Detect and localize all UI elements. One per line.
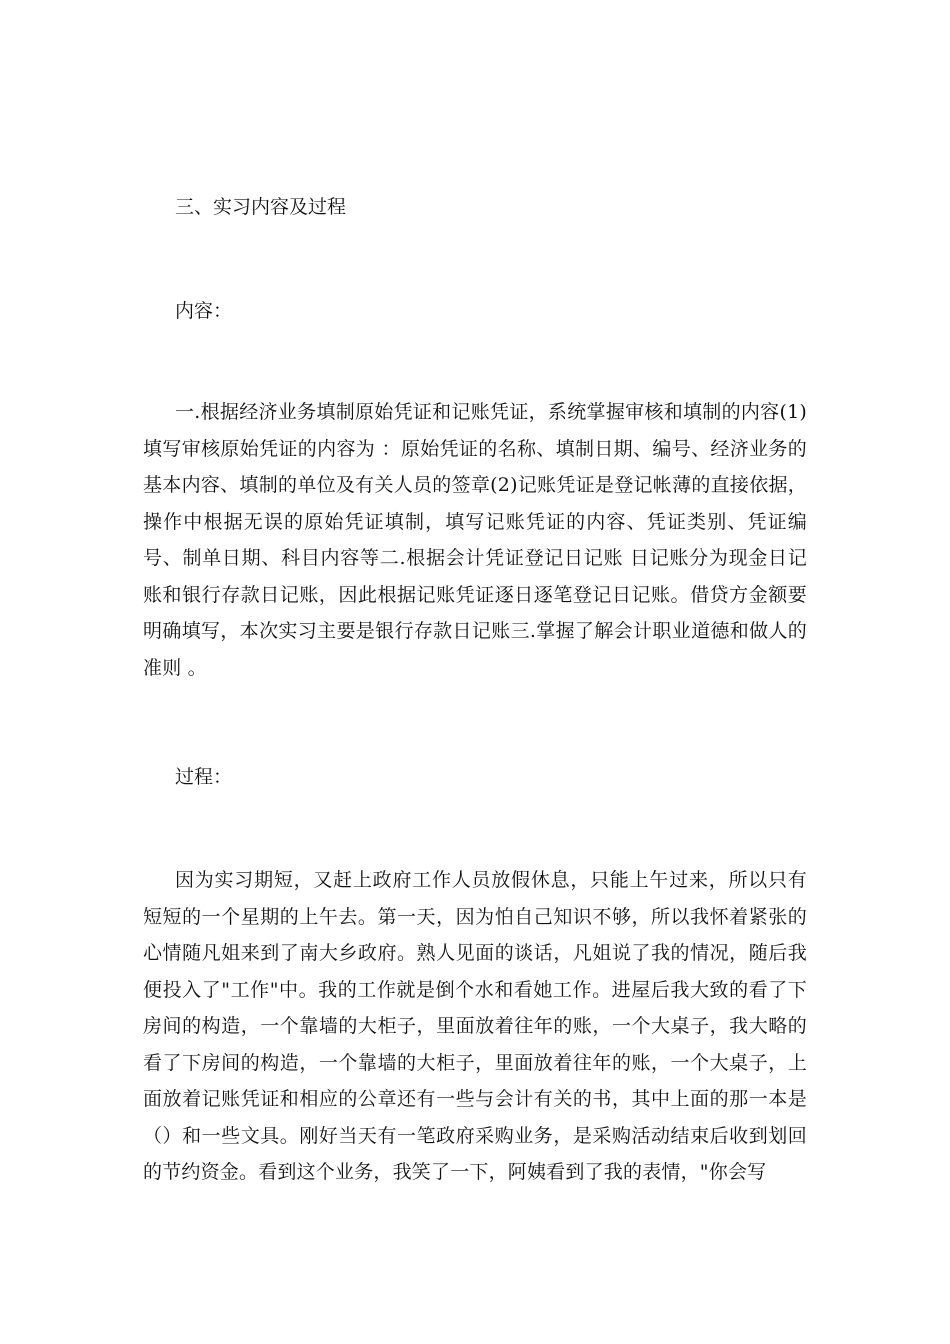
process-paragraph: 因为实习期短，又赶上政府工作人员放假休息，只能上午过来，所以只有短短的一个星期的上午去。第一天，因为怕自己知识不够，所以我怀着紧张的心情随凡姐来到了南大乡政府。熟人见面的谈话，凡姐说了我的情况，随后我便投入了"工作"中。我的工作就是倒个水和看她工作。进屋后我大致的看了下房间的构造，一个靠墙的大柜子，里面放着往年的账，一个大桌子，我大略的看了下房间的构造，一个靠墙的大柜子，里面放着往年的账，一个大桌子，上面放着记账凭证和相应的公章还有一些与会计有关的书，其中上面的那一本是（）和一些文具。刚好当天有一笔政府采购业务，是采购活动结束后收到划回的节约资金。看到这个业务，我笑了一下，阿姨看到了我的表情，"你会写 xyxy=(143,869,807,1183)
content-label: 内容： xyxy=(175,300,233,322)
content-paragraph: 一.根据经济业务填制原始凭证和记账凭证，系统掌握审核和填制的内容(1)填写审核原始凭证的内容为 ：原始凭证的名称、填制日期、编号、经济业务的基本内容、填制的单位及有关人员的签章(2)记账凭证是登记帐薄的直接依据，操作中根据无误的原始凭证填制，填写记账凭证的内容、凭证类别、凭证编号、制单日期、科目内容等二.根据会计凭证登记日记账 日记账分为现金日记账和银行存款日记账，因此根据记账凭证逐日逐笔登记日记账。借贷方金额要明确填写，本次实习主要是银行存款日记账三.掌握了解会计职业道德和做人的准则 。 xyxy=(143,401,807,679)
process-label: 过程： xyxy=(175,766,233,788)
section-title: 三、实习内容及过程 xyxy=(175,196,347,218)
